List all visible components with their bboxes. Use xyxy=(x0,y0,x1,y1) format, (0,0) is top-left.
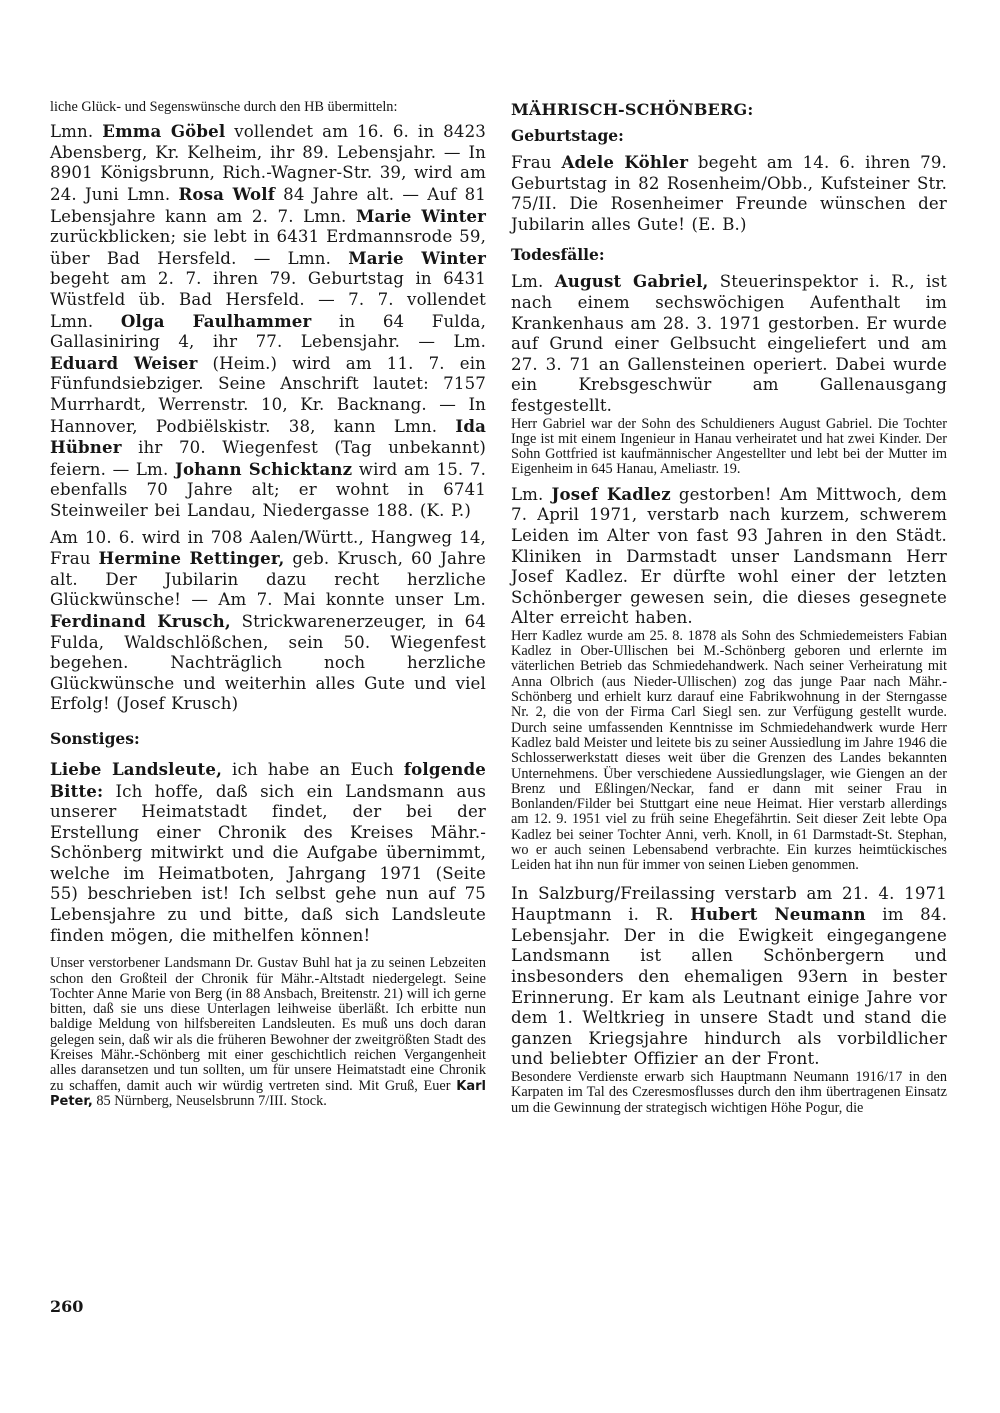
text-run: Frau xyxy=(511,153,562,172)
section-heading-maehrisch-schoenberg: MÄHRISCH-SCHÖNBERG: xyxy=(511,100,754,119)
obituary-kadlez-details: Herr Kadlez wurde am 25. 8. 1878 als Sohn des Schmiedemeisters Fabian Kadlez in Ober-Ullischen bei M.-Schönberg geboren und erlernte im väterlichen Betrieb das Schmiedehandwerk. Nach seiner Verheiratung mit Anna Olbrich (aus Nieder-Ullischen) zog das junge Paar nach Mähr.-Schönberg und erhielt kurz darauf eine Fabrikwohnung in der Sterngasse Nr. 2, die von der Firma Carl Siegl sen. zur Verfügung gestellt wurde. Durch seine umfassenden Kenntnisse im Schmiedehandwerk wurde Herr Kadlez bald Meister und leitete bis zu seiner Aussiedlung im Jahre 1946 die Schlosserwerkstatt dieses weit über die Grenzen des Landes bekannten Unternehmens. Über verschiedene Aussiedlungslager, wie Giengen an der Brenz und Eßlingen/Neckar, fand er dann mit seiner Frau in Bonlanden/Filder bei Stuttgart eine neue Heimat. Hier verstarb allerdings am 12. 9. 1951 viel zu früh seine Ehegefährtin. Seit dieser Zeit lebte Opa Kadlez bei seiner Tochter Anni, verh. Knoll, in 61 Darmstadt-St. Stephan, wo er auch seinen Lebensabend verbrachte. Ein kurzes heimtückisches Leiden hat ihn nun für immer von seinen Lieben genommen. xyxy=(511,627,947,874)
obituary-neumann-paragraph xyxy=(511,884,947,1070)
person-name: Hermine Rettinger, xyxy=(98,548,285,569)
person-name: Olga Faulhammer xyxy=(120,310,312,331)
text-run: begeht am 14. 6. ihren 79. Geburtstag in 82 Rosenheim/Obb., Kufsteiner Str. 75/II. Die Rosenheimer Freunde wünschen der Jubilarin alles Gute! (E. B.) xyxy=(511,153,947,234)
text-run: begeht am 2. 7. ihren 79. Geburtstag in 6431 Wüstfeld üb. Bad Hersfeld. — 7. 7. vollendet Lmn. xyxy=(50,269,486,331)
birthday-announcements-paragraph xyxy=(50,121,486,521)
text-run: wird am 15. 7. ebenfalls 70 Jahre alt; er wohnt in 6741 Steinweiler bei Landau, Niedergasse 188. (K. P.) xyxy=(50,459,487,520)
page-number: 260 xyxy=(50,1297,84,1316)
person-name: Adele Köhler xyxy=(561,152,689,172)
left-column xyxy=(50,100,486,1109)
text-run: Steuerinspektor i. R., ist nach einem sechswöchigen Aufenthalt im Krankenhaus am 28. 3. 1971 gestorben. Er wurde auf Grund einer Gelbsucht eingeliefert und am 27. 3. 71 an Gallensteinen operiert. Dabei wurde ein Krebsgeschwür am Gallenausgang festgestellt. xyxy=(511,272,947,415)
person-name: Marie Winter xyxy=(348,247,486,268)
text-run: in 64 Fulda, Gallasiniring 4, ihr 77. Lebensjahr. — Lm. xyxy=(50,311,486,352)
section-heading-sonstiges: Sonstiges: xyxy=(50,728,140,748)
person-name: Hubert Neumann xyxy=(690,904,866,925)
text-run: Unser verstorbener Landsmann Dr. Gustav Buhl hat ja zu seinen Lebzeiten schon den Großteil der Chronik für Mähr.-Altstadt niedergelegt. Seine Tochter Anne Marie von Berg (in 88 Ansbach, Breitenstr. 21) will ich gerne bitten, daß sie uns diese Unterlagen leihweise überläßt. Ich erbitte nun baldige Meldung von hilfsbereiten Landsleuten. Es muß uns doch daran gelegen sein, daß wir als die früheren Bewohner der zweitgrößten Stadt des Kreises Mähr.-Schönberg mit einer geschichtlich reichen Vergangenheit alles daransetzen und tun sollten, um für unsere Heimatstadt eine Chronik zu schaffen, damit auch wir würdig vertreten sind. Mit Gruß, Euer xyxy=(50,955,486,1094)
section-heading-todesfaelle: Todesfälle: xyxy=(511,245,605,265)
person-name: Johann Schicktanz xyxy=(174,458,353,479)
person-name: Marie Winter xyxy=(355,205,486,226)
chronicle-request-details xyxy=(50,956,486,1109)
text-run: In Salzburg/Freilassing verstarb am 21. 4. 1971 Hauptmann i. R. xyxy=(511,883,947,925)
intro-text: liche Glück- und Segenswünsche durch den HB übermitteln: xyxy=(50,99,398,115)
birthday-koehler-paragraph xyxy=(511,152,947,235)
text-run: Strickwarenerzeuger, in 64 Fulda, Waldschlößchen, sein 50. Wiegenfest begehen. Nachträglich noch herzliche Glückwünsche und weiterhin alles Gute und viel Erfolg! (Josef Krusch) xyxy=(50,611,486,714)
person-name: folgende Bitte: xyxy=(50,758,486,801)
text-run: gestorben! Am Mittwoch, dem 7. April 1971, verstarb nach kurzem, schwerem Leiden im Alter von fast 93 Jahren in den Städt. Kliniken in Darmstadt unser Landsmann Herr Josef Kadlez. Er dürfte wohl einer der letzten Schönberger gewesen sein, die dieses gesegnete Alter erreicht haben. xyxy=(511,484,947,628)
signature-name: Karl Peter, xyxy=(50,1078,486,1109)
person-name: Emma Göbel xyxy=(102,121,226,142)
person-name: Ferdinand Krusch, xyxy=(50,610,231,631)
person-name: Josef Kadlez xyxy=(551,483,671,504)
person-name: Ida Hübner xyxy=(50,415,486,458)
text-run: Lm. xyxy=(511,272,555,292)
text-run: vollendet am 16. 6. in 8423 Abensberg, Kr. Kelheim, ihr 89. Lebensjahr. — In 8901 Königsbrunn, Rich.-Wagner-Str. 39, wird am 24. Juni Lmn. xyxy=(50,122,486,205)
text-run: (Heim.) wird am 11. 7. ein Fünfundsiebziger. Seine Anschrift lautet: 7157 Murrhardt, Werrenstr. 10, Kr. Backnang. — In Hannover, Podbiëlskistr. 38, kann Lmn. xyxy=(50,353,486,436)
text-run: zurückblicken; sie lebt in 6431 Erdmannsrode 59, über Bad Hersfeld. — Lmn. xyxy=(50,227,486,268)
text-run: 85 Nürnberg, Neuselsbrunn 7/III. Stock. xyxy=(92,1092,327,1109)
text-run: Lm. xyxy=(511,484,552,504)
person-name: Rosa Wolf xyxy=(178,184,275,205)
text-run: ihr 70. Wiegenfest (Tag unbekannt) feiern. — Lm. xyxy=(50,438,486,479)
text-run: 84 Jahre alt. — Auf 81 Lebensjahre kann am 2. 7. Lmn. xyxy=(50,185,486,226)
person-name: Eduard Weiser xyxy=(50,352,198,373)
text-run: Lmn. xyxy=(50,122,103,142)
chronicle-request-paragraph xyxy=(50,759,486,946)
right-column xyxy=(511,100,947,1116)
person-name: Liebe Landsleute, xyxy=(50,758,222,779)
text-run: Ich hoffe, daß sich ein Landsmann aus unserer Heimatstadt findet, der bei der Erstellung einer Chronik des Kreises Mähr.-Schönberg mitwirkt und die Aufgabe übernimmt, welche im Heimatboten, Jahrgang 1971 (Seite 55) beschrieben ist! Ich selbst gehe nun auf 75 Lebensjahre zu und bitte, daß sich Landsleute finden mögen, die mithelfen können! xyxy=(50,781,486,945)
text-run: Am 10. 6. wird in 708 Aalen/Württ., Hangweg 14, Frau xyxy=(50,527,486,569)
text-run: im 84. Lebensjahr. Der in die Ewigkeit eingegangene Landsmann ist allen Schönbergern und insbesonders den ehemaligen 93ern in bester Erinnerung. Er kam als Leutnant einige Jahre vor dem 1. Weltkrieg in unsere Stadt und stand die ganzen Kriegsjahre hindurch als vorbildlicher und beliebter Offizier an der Front. xyxy=(511,905,948,1069)
section-heading-geburtstage: Geburtstage: xyxy=(511,126,624,145)
obituary-gabriel-paragraph xyxy=(511,271,947,416)
birthday-rettinger-krusch-paragraph xyxy=(50,528,486,715)
obituary-kadlez-paragraph xyxy=(511,484,947,629)
person-name: August Gabriel, xyxy=(554,271,709,292)
text-run: geb. Krusch, 60 Jahre alt. Der Jubilarin dazu recht herzliche Glückwünsche! — Am 7. Mai konnte unser Lm. xyxy=(50,549,486,610)
obituary-gabriel-details: Herr Gabriel war der Sohn des Schuldieners August Gabriel. Die Tochter Inge ist mit einem Ingenieur in Hanau verheiratet und hat zwei Kinder. Der Sohn Gottfried ist kaufmännischer Angestellter und lebt bei der Mutter im Eigenheim in 645 Hanau, Ameliastr. 19. xyxy=(511,415,947,478)
text-run: ich habe an Euch xyxy=(222,759,404,779)
obituary-neumann-details: Besondere Verdienste erwarb sich Hauptmann Neumann 1916/17 in den Karpaten im Tal des Czeresmosflusses durch den ihm übertragenen Einsatz um die Gewinnung der strategisch wichtigen Höhe Pogur, die xyxy=(511,1068,947,1116)
